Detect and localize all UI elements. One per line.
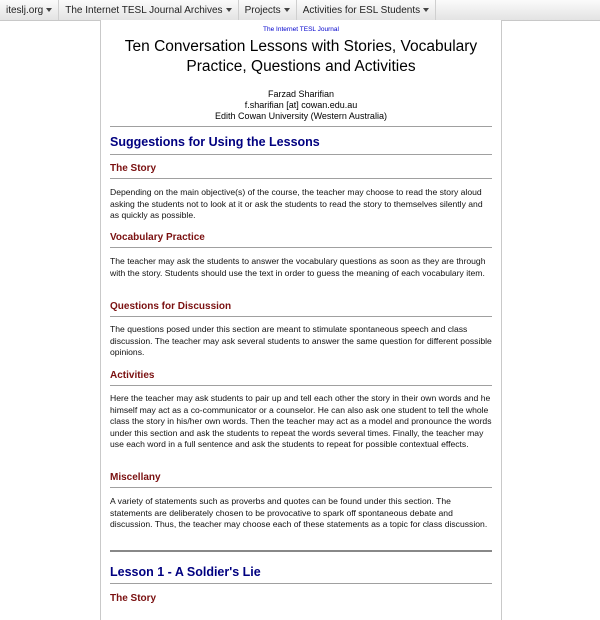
chevron-down-icon xyxy=(423,8,429,12)
divider xyxy=(110,487,492,488)
paragraph-vocabulary: The teacher may ask the students to answer the vocabulary questions as soon as they are through with the story. Students should use the text in order to guess the meaning of each vocabulary item. xyxy=(110,256,486,278)
subheading-lesson-story: The Story xyxy=(110,593,157,604)
top-nav-bar xyxy=(0,0,600,21)
author-email: f.sharifian [at] cowan.edu.au xyxy=(244,100,358,110)
nav-item-label: Projects xyxy=(244,4,281,16)
paragraph-miscellany: A variety of statements such as proverbs and quotes can be found under this section. The statements are deliberately chosen to be provocative to spark off spontaneous debate and discussion. Thus, the teacher may choose each of these statements as a topic for class discussion. xyxy=(110,496,488,529)
author-name: Farzad Sharifian xyxy=(267,89,335,99)
chevron-down-icon xyxy=(226,8,232,12)
divider xyxy=(110,178,492,179)
paragraph-story: Depending on the main objective(s) of the course, the teacher may choose to read the story aloud asking the students not to look at it or ask the students to read the story to themselves silently and as quickly as possible. xyxy=(110,187,483,220)
article-page xyxy=(100,20,502,620)
nav-item-activities[interactable] xyxy=(297,0,436,20)
nav-item-archives[interactable] xyxy=(59,0,238,20)
author-block xyxy=(110,89,492,122)
subheading-story: The Story xyxy=(110,163,157,174)
subheading-miscellany: Miscellany xyxy=(110,472,161,483)
journal-link[interactable]: The Internet TESL Journal xyxy=(263,26,339,33)
divider xyxy=(110,583,492,584)
paragraph-questions: The questions posed under this section are meant to stimulate spontaneous speech and class discussion. The teacher may ask several students to answer the same question for different possible opinions. xyxy=(110,324,492,357)
chevron-down-icon xyxy=(46,8,52,12)
lesson-divider xyxy=(110,550,492,552)
nav-item-iteslj[interactable] xyxy=(0,0,59,20)
author-affiliation: Edith Cowan University (Western Australia) xyxy=(215,111,387,121)
paragraph-activities: Here the teacher may ask students to pair up and tell each other the story in their own words and he himself may act as a co-communicator or a counselor. He can also ask one student to tell the whole class the story in his/her own words. Then the teacher may act as a model and pronounce the words under this section and ask the students to repeat the words several times. Finally, the teacher may use each word in a full sentence and ask the students to repeat for possible contextual effects. xyxy=(110,393,492,449)
lesson-heading: Lesson 1 - A Soldier's Lie xyxy=(110,565,261,579)
nav-item-label: The Internet TESL Journal Archives xyxy=(65,4,223,16)
chevron-down-icon xyxy=(284,8,290,12)
page-title: Ten Conversation Lessons with Stories, Vocabulary Practice, Questions and Activities xyxy=(124,38,478,75)
nav-item-label: iteslj.org xyxy=(6,4,44,16)
divider xyxy=(110,126,492,127)
subheading-activities: Activities xyxy=(110,370,155,381)
subheading-questions: Questions for Discussion xyxy=(110,301,232,312)
subheading-vocabulary: Vocabulary Practice xyxy=(110,232,205,243)
divider xyxy=(110,385,492,386)
section-heading: Suggestions for Using the Lessons xyxy=(110,135,320,149)
divider xyxy=(110,154,492,155)
nav-item-projects[interactable] xyxy=(239,0,297,20)
divider xyxy=(110,316,492,317)
article-content xyxy=(110,20,492,604)
divider xyxy=(110,247,492,248)
nav-item-label: Activities for ESL Students xyxy=(302,4,421,16)
